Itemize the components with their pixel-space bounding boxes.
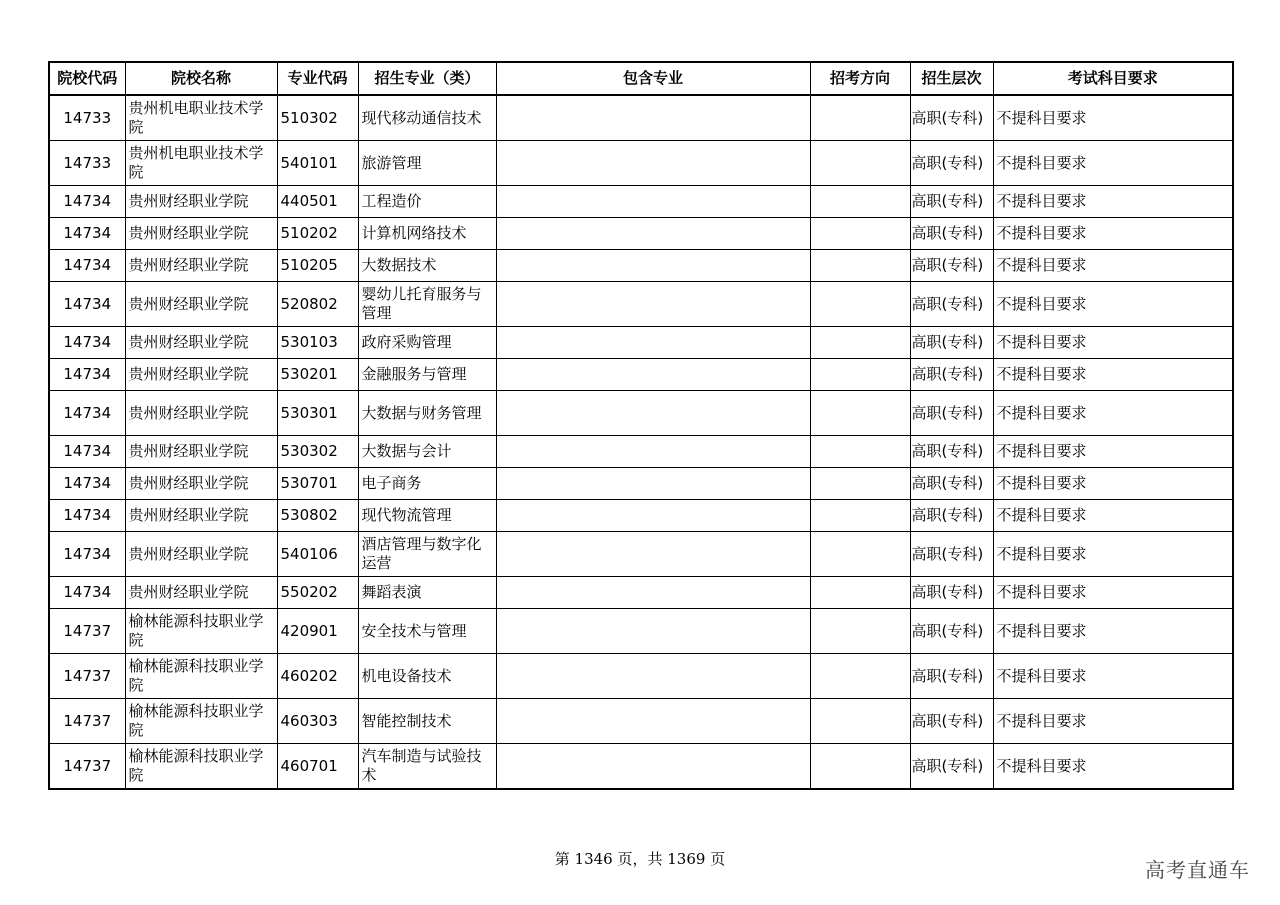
header-major-code: 专业代码 <box>277 62 358 95</box>
cell-level: 高职(专科) <box>910 391 993 436</box>
cell-included-majors <box>496 250 810 282</box>
header-included-majors: 包含专业 <box>496 62 810 95</box>
cell-major: 工程造价 <box>358 186 496 218</box>
cell-included-majors <box>496 500 810 532</box>
cell-level: 高职(专科) <box>910 744 993 790</box>
cell-level: 高职(专科) <box>910 95 993 141</box>
cell-major-code: 440501 <box>277 186 358 218</box>
cell-major: 金融服务与管理 <box>358 359 496 391</box>
cell-major-code: 460701 <box>277 744 358 790</box>
cell-direction <box>810 250 910 282</box>
cell-major-code: 510205 <box>277 250 358 282</box>
cell-major: 酒店管理与数字化运营 <box>358 532 496 577</box>
cell-school-code: 14734 <box>49 500 125 532</box>
cell-school-code: 14733 <box>49 141 125 186</box>
cell-requirement: 不提科目要求 <box>993 744 1233 790</box>
cell-major: 大数据与财务管理 <box>358 391 496 436</box>
table-row <box>49 436 1233 468</box>
header-row <box>49 62 1233 95</box>
cell-direction <box>810 532 910 577</box>
cell-major: 电子商务 <box>358 468 496 500</box>
cell-school-name: 贵州财经职业学院 <box>125 282 277 327</box>
admissions-table <box>48 61 1234 790</box>
cell-school-name: 榆林能源科技职业学院 <box>125 654 277 699</box>
cell-direction <box>810 654 910 699</box>
cell-major: 婴幼儿托育服务与管理 <box>358 282 496 327</box>
cell-major-code: 520802 <box>277 282 358 327</box>
cell-direction <box>810 391 910 436</box>
cell-direction <box>810 699 910 744</box>
cell-school-code: 14734 <box>49 359 125 391</box>
cell-school-name: 贵州机电职业技术学院 <box>125 95 277 141</box>
cell-level: 高职(专科) <box>910 327 993 359</box>
cell-major: 汽车制造与试验技术 <box>358 744 496 790</box>
cell-included-majors <box>496 468 810 500</box>
cell-school-code: 14734 <box>49 468 125 500</box>
cell-level: 高职(专科) <box>910 282 993 327</box>
cell-school-code: 14737 <box>49 744 125 790</box>
cell-level: 高职(专科) <box>910 577 993 609</box>
cell-direction <box>810 577 910 609</box>
cell-major: 舞蹈表演 <box>358 577 496 609</box>
cell-school-code: 14737 <box>49 699 125 744</box>
cell-direction <box>810 468 910 500</box>
cell-school-code: 14734 <box>49 327 125 359</box>
cell-requirement: 不提科目要求 <box>993 359 1233 391</box>
table-row <box>49 282 1233 327</box>
cell-direction <box>810 218 910 250</box>
table-row <box>49 141 1233 186</box>
table-row <box>49 609 1233 654</box>
cell-requirement: 不提科目要求 <box>993 609 1233 654</box>
cell-level: 高职(专科) <box>910 500 993 532</box>
cell-school-code: 14734 <box>49 577 125 609</box>
table-header <box>49 62 1233 95</box>
cell-direction <box>810 500 910 532</box>
watermark: 高考直通车 <box>1145 858 1250 882</box>
cell-level: 高职(专科) <box>910 532 993 577</box>
cell-school-name: 榆林能源科技职业学院 <box>125 699 277 744</box>
cell-direction <box>810 436 910 468</box>
table-row <box>49 468 1233 500</box>
cell-school-name: 贵州财经职业学院 <box>125 218 277 250</box>
cell-included-majors <box>496 186 810 218</box>
cell-school-code: 14737 <box>49 609 125 654</box>
cell-level: 高职(专科) <box>910 609 993 654</box>
cell-major-code: 460202 <box>277 654 358 699</box>
cell-direction <box>810 327 910 359</box>
cell-requirement: 不提科目要求 <box>993 654 1233 699</box>
cell-school-code: 14733 <box>49 95 125 141</box>
header-school-name: 院校名称 <box>125 62 277 95</box>
cell-requirement: 不提科目要求 <box>993 436 1233 468</box>
cell-major: 现代移动通信技术 <box>358 95 496 141</box>
page-number: 第 1346 页，共 1369 页 <box>554 850 726 868</box>
cell-major: 智能控制技术 <box>358 699 496 744</box>
header-requirement: 考试科目要求 <box>993 62 1233 95</box>
cell-major: 大数据与会计 <box>358 436 496 468</box>
cell-requirement: 不提科目要求 <box>993 532 1233 577</box>
cell-school-code: 14734 <box>49 391 125 436</box>
cell-school-name: 榆林能源科技职业学院 <box>125 609 277 654</box>
cell-included-majors <box>496 218 810 250</box>
cell-major-code: 510202 <box>277 218 358 250</box>
cell-direction <box>810 95 910 141</box>
cell-major-code: 460303 <box>277 699 358 744</box>
cell-level: 高职(专科) <box>910 654 993 699</box>
cell-included-majors <box>496 654 810 699</box>
cell-major-code: 540101 <box>277 141 358 186</box>
cell-major-code: 550202 <box>277 577 358 609</box>
cell-included-majors <box>496 282 810 327</box>
cell-school-code: 14734 <box>49 218 125 250</box>
cell-school-code: 14734 <box>49 186 125 218</box>
cell-major-code: 530301 <box>277 391 358 436</box>
cell-direction <box>810 282 910 327</box>
cell-major: 机电设备技术 <box>358 654 496 699</box>
cell-school-name: 贵州财经职业学院 <box>125 436 277 468</box>
cell-major-code: 530103 <box>277 327 358 359</box>
cell-requirement: 不提科目要求 <box>993 391 1233 436</box>
cell-included-majors <box>496 359 810 391</box>
table-row <box>49 250 1233 282</box>
cell-school-name: 榆林能源科技职业学院 <box>125 744 277 790</box>
cell-included-majors <box>496 744 810 790</box>
cell-school-name: 贵州财经职业学院 <box>125 468 277 500</box>
cell-requirement: 不提科目要求 <box>993 577 1233 609</box>
table-row <box>49 186 1233 218</box>
cell-included-majors <box>496 577 810 609</box>
cell-school-name: 贵州财经职业学院 <box>125 577 277 609</box>
cell-major: 现代物流管理 <box>358 500 496 532</box>
cell-level: 高职(专科) <box>910 699 993 744</box>
cell-requirement: 不提科目要求 <box>993 218 1233 250</box>
cell-school-code: 14734 <box>49 250 125 282</box>
cell-major: 政府采购管理 <box>358 327 496 359</box>
cell-major: 计算机网络技术 <box>358 218 496 250</box>
cell-major-code: 420901 <box>277 609 358 654</box>
cell-school-name: 贵州财经职业学院 <box>125 532 277 577</box>
table-row <box>49 654 1233 699</box>
header-level: 招生层次 <box>910 62 993 95</box>
cell-school-name: 贵州财经职业学院 <box>125 391 277 436</box>
cell-requirement: 不提科目要求 <box>993 327 1233 359</box>
table-row <box>49 218 1233 250</box>
cell-level: 高职(专科) <box>910 141 993 186</box>
cell-major-code: 530302 <box>277 436 358 468</box>
cell-included-majors <box>496 95 810 141</box>
cell-requirement: 不提科目要求 <box>993 699 1233 744</box>
table-row <box>49 359 1233 391</box>
cell-included-majors <box>496 391 810 436</box>
cell-level: 高职(专科) <box>910 186 993 218</box>
table-row <box>49 327 1233 359</box>
cell-level: 高职(专科) <box>910 436 993 468</box>
cell-requirement: 不提科目要求 <box>993 468 1233 500</box>
header-school-code: 院校代码 <box>49 62 125 95</box>
cell-major-code: 540106 <box>277 532 358 577</box>
cell-direction <box>810 744 910 790</box>
cell-included-majors <box>496 699 810 744</box>
cell-direction <box>810 186 910 218</box>
cell-school-code: 14734 <box>49 532 125 577</box>
cell-level: 高职(专科) <box>910 218 993 250</box>
cell-school-code: 14737 <box>49 654 125 699</box>
cell-school-name: 贵州机电职业技术学院 <box>125 141 277 186</box>
cell-major-code: 530802 <box>277 500 358 532</box>
cell-major-code: 530701 <box>277 468 358 500</box>
cell-major: 大数据技术 <box>358 250 496 282</box>
cell-included-majors <box>496 141 810 186</box>
cell-included-majors <box>496 327 810 359</box>
table-body <box>49 95 1233 789</box>
cell-requirement: 不提科目要求 <box>993 500 1233 532</box>
cell-major: 安全技术与管理 <box>358 609 496 654</box>
table-row <box>49 744 1233 790</box>
cell-requirement: 不提科目要求 <box>993 282 1233 327</box>
cell-level: 高职(专科) <box>910 250 993 282</box>
cell-school-name: 贵州财经职业学院 <box>125 500 277 532</box>
table-row <box>49 532 1233 577</box>
cell-included-majors <box>496 609 810 654</box>
cell-direction <box>810 359 910 391</box>
cell-level: 高职(专科) <box>910 468 993 500</box>
table-row <box>49 500 1233 532</box>
cell-major-code: 510302 <box>277 95 358 141</box>
cell-school-name: 贵州财经职业学院 <box>125 186 277 218</box>
table-row <box>49 95 1233 141</box>
header-major: 招生专业（类） <box>358 62 496 95</box>
cell-direction <box>810 141 910 186</box>
cell-included-majors <box>496 532 810 577</box>
cell-requirement: 不提科目要求 <box>993 186 1233 218</box>
cell-direction <box>810 609 910 654</box>
cell-school-name: 贵州财经职业学院 <box>125 359 277 391</box>
cell-level: 高职(专科) <box>910 359 993 391</box>
cell-requirement: 不提科目要求 <box>993 250 1233 282</box>
cell-major: 旅游管理 <box>358 141 496 186</box>
cell-included-majors <box>496 436 810 468</box>
cell-school-name: 贵州财经职业学院 <box>125 250 277 282</box>
cell-major-code: 530201 <box>277 359 358 391</box>
table-row <box>49 699 1233 744</box>
cell-requirement: 不提科目要求 <box>993 141 1233 186</box>
table-row <box>49 577 1233 609</box>
table-row <box>49 391 1233 436</box>
cell-school-name: 贵州财经职业学院 <box>125 327 277 359</box>
cell-school-code: 14734 <box>49 436 125 468</box>
header-direction: 招考方向 <box>810 62 910 95</box>
cell-school-code: 14734 <box>49 282 125 327</box>
cell-requirement: 不提科目要求 <box>993 95 1233 141</box>
